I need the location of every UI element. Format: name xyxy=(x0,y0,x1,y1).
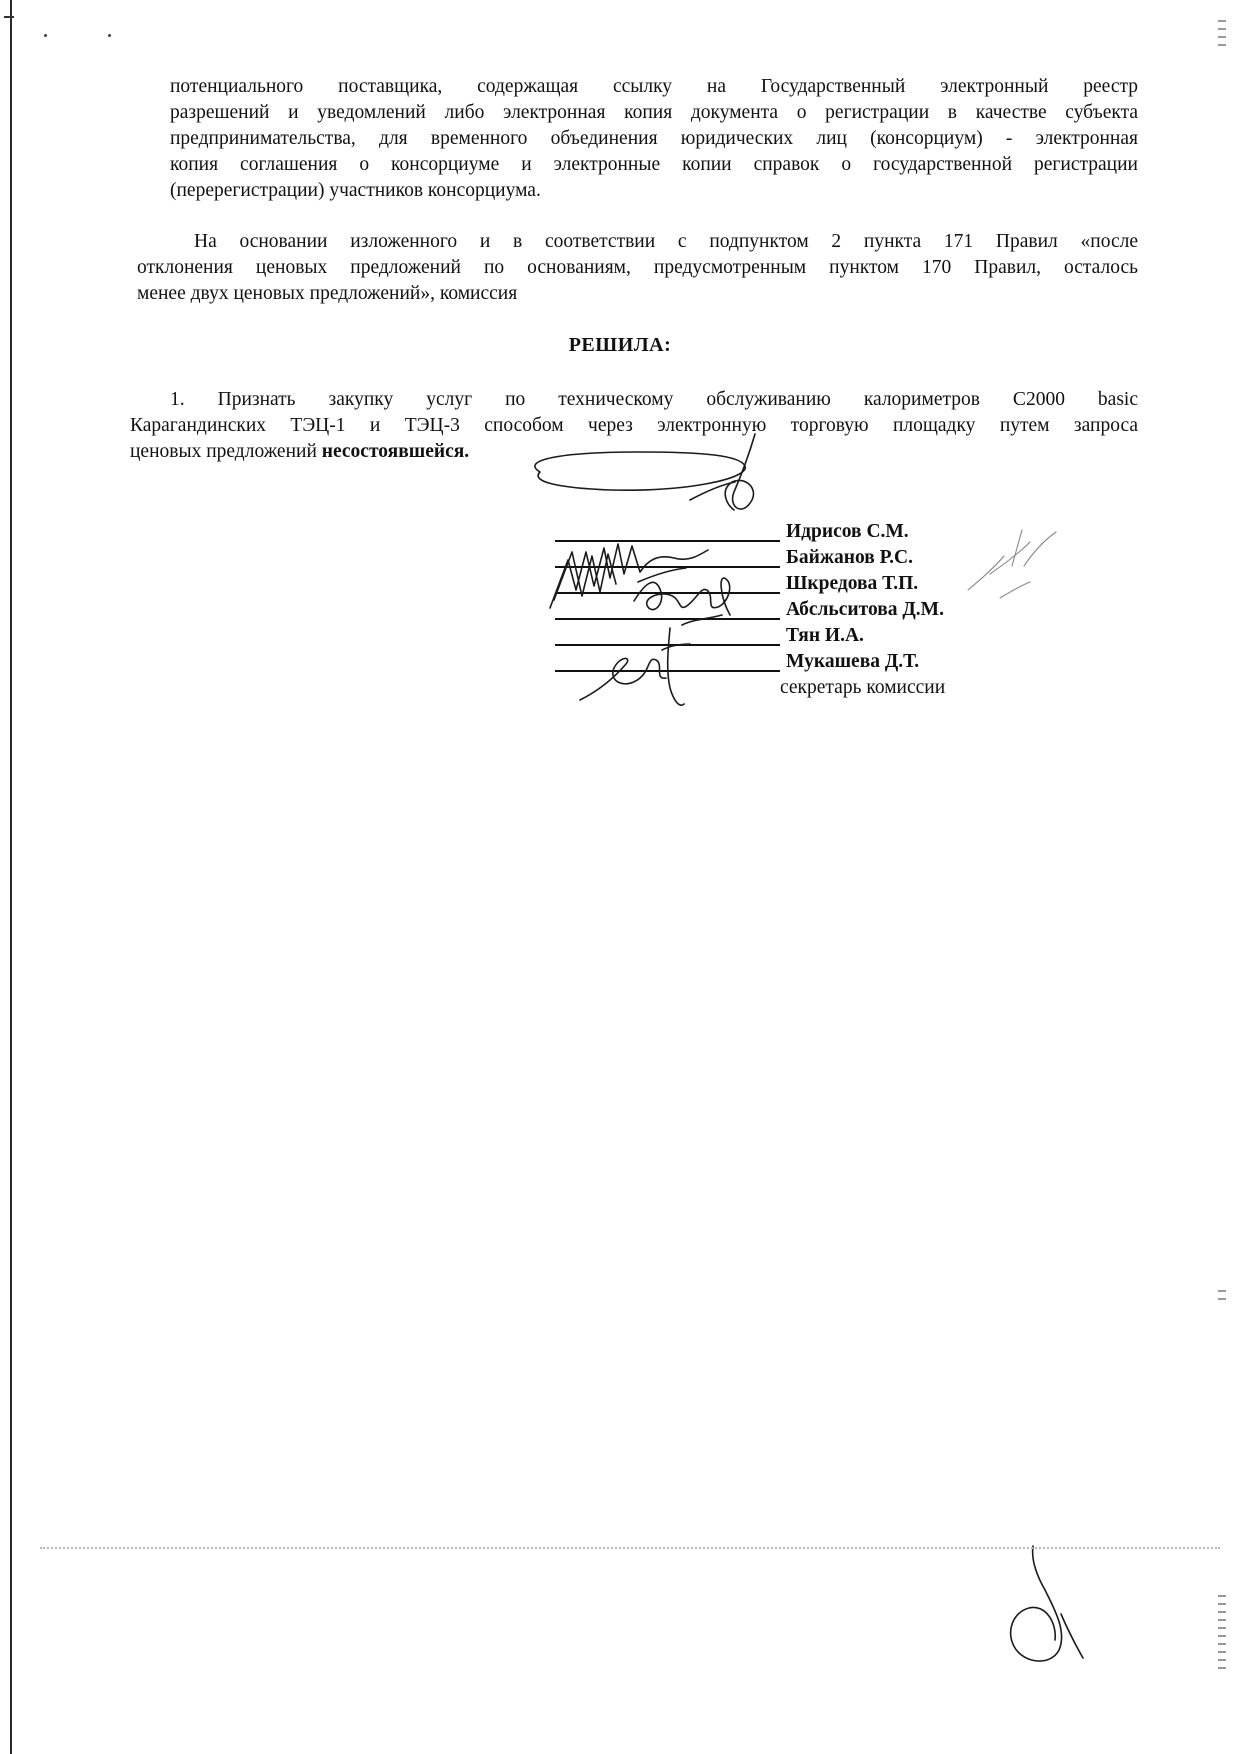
text-line: отклонения ценовых предложений по основаниям, предусмотренным пунктом 170 Правил, осталось xyxy=(137,257,1138,278)
scan-left-edge xyxy=(10,0,12,1754)
text-line: На основании изложенного и в соответствии с подпунктом 2 пункта 171 Правил «после xyxy=(194,231,1138,252)
scan-right-marks-bottom xyxy=(1218,1595,1228,1675)
applicant-documents-paragraph xyxy=(170,74,1138,204)
secretary-role: секретарь комиссии xyxy=(780,677,946,698)
text-line: предпринимательства, для временного объединения юридических лиц (консорциум) - электронная xyxy=(170,128,1138,149)
decision-outcome: несостоявшейся. xyxy=(321,441,470,462)
page-initials-mark xyxy=(1005,1540,1095,1670)
text-line: потенциального поставщика, содержащая ссылку на Государственный электронный реестр xyxy=(170,76,1138,97)
scan-speck xyxy=(44,34,47,37)
scan-corner-mark xyxy=(4,16,14,18)
signatory-name: Идрисов С.М. xyxy=(786,521,909,542)
text-line: менее двух ценовых предложений», комиссия xyxy=(137,283,518,304)
signatory-name: Мукашева Д.Т. xyxy=(786,651,920,672)
text-line: 1. Признать закупку услуг по техническому обслуживанию калориметров С2000 basic xyxy=(170,389,1138,410)
handwritten-signature-3 xyxy=(570,620,710,710)
signatory-name: Тян И.А. xyxy=(786,625,864,646)
signatories-list xyxy=(780,519,946,701)
text-fragment: ценовых предложений xyxy=(130,441,322,462)
scan-dotted-line xyxy=(40,1547,1220,1549)
text-line: (перерегистрации) участников консорциума. xyxy=(170,180,541,201)
faint-signature xyxy=(960,520,1070,610)
scan-right-marks-mid xyxy=(1218,1290,1228,1306)
text-line: разрешений и уведомлений либо электронная копия документа о регистрации в качестве субъекта xyxy=(170,102,1138,123)
signatory-name: Абсльситова Д.М. xyxy=(786,599,944,620)
scan-speck xyxy=(108,34,111,37)
scan-right-marks-top xyxy=(1218,20,1228,52)
signatory-name: Шкредова Т.П. xyxy=(786,573,919,594)
handwritten-signature-loop xyxy=(520,430,800,530)
text-line: Карагандинских ТЭЦ-1 и ТЭЦ-3 способом через электронную торговую площадку путем запроса xyxy=(130,415,1138,436)
signatory-name: Байжанов Р.С. xyxy=(786,547,913,568)
grounds-paragraph xyxy=(137,229,1138,307)
decision-heading: РЕШИЛА: xyxy=(568,334,672,356)
text-line: копия соглашения о консорциуме и электронные копии справок о государственной регистрации xyxy=(170,154,1138,175)
